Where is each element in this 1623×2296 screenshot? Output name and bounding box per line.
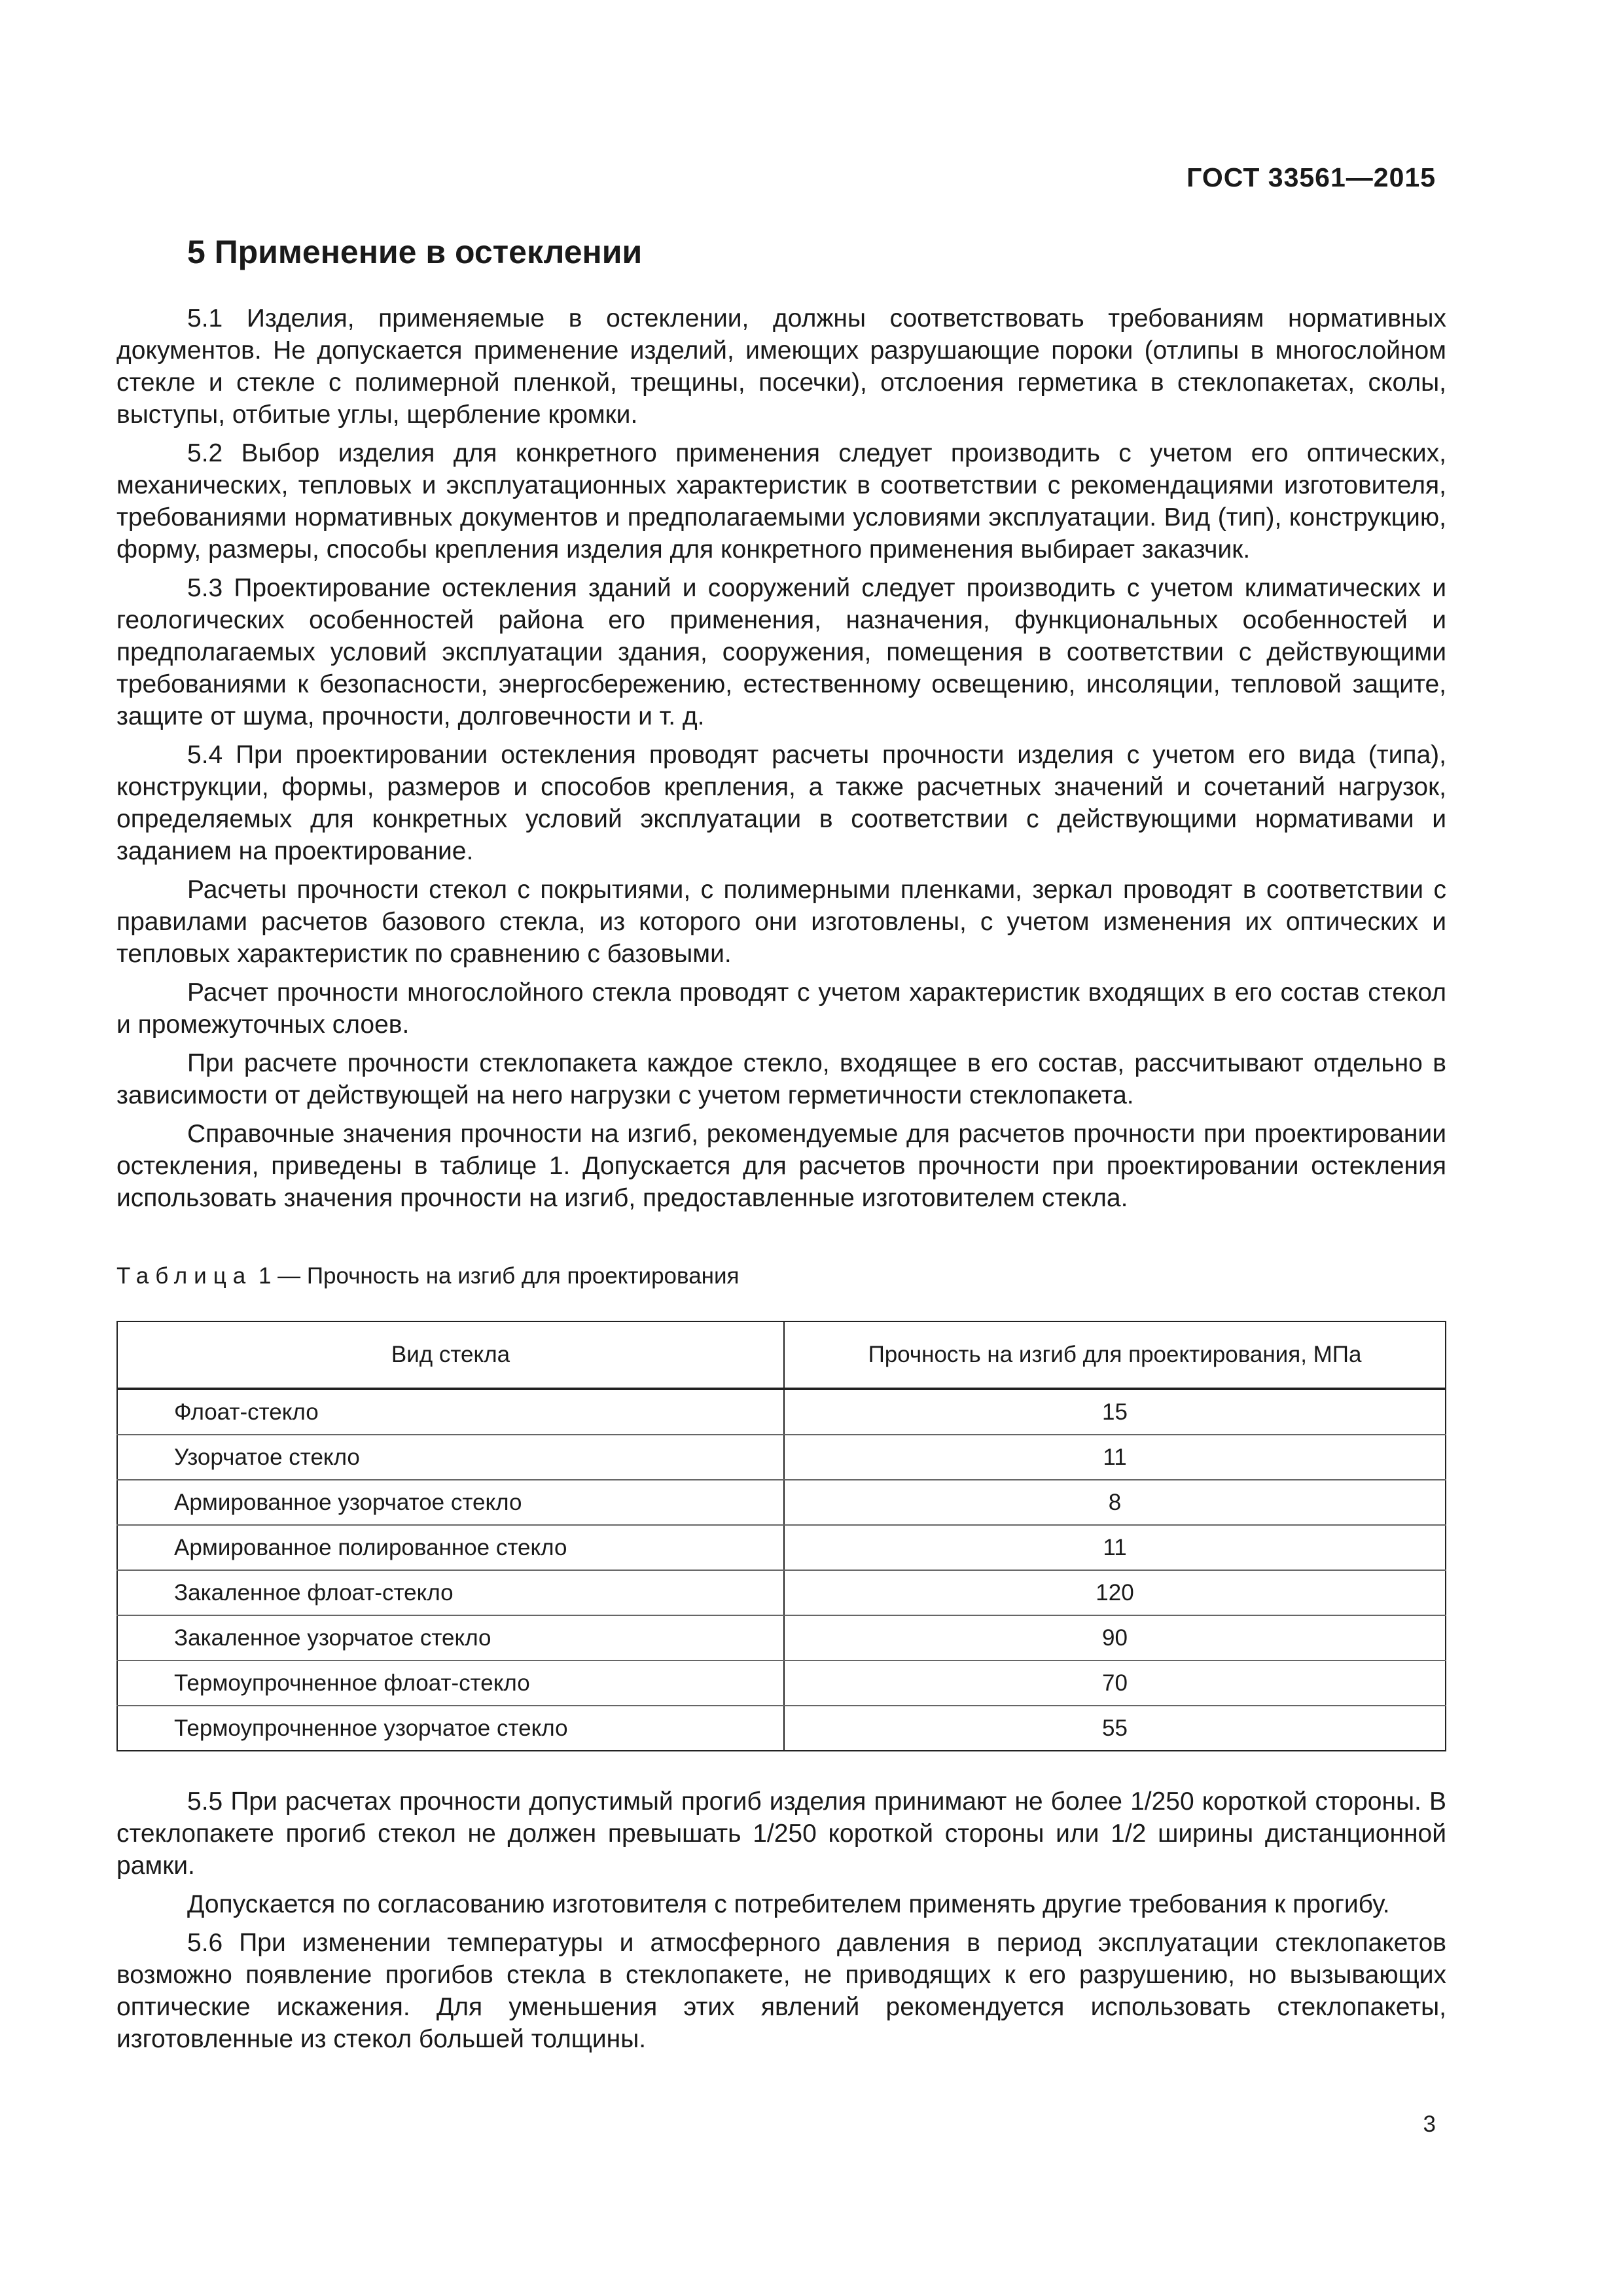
table-row: [117, 1435, 1446, 1480]
table-row: [117, 1660, 1446, 1706]
paragraph-5-5: 5.5 При расчетах прочности допустимый прогиб изделия принимают не более 1/250 короткой стороны. В стеклопакете прогиб стекол не должен превышать 1/250 короткой стороны или 1/2 ширины дистанционной рамки.: [116, 1787, 1446, 1880]
section-text-before-table: [116, 302, 1446, 1221]
glass-type-cell: Закаленное узорчатое стекло: [117, 1615, 784, 1660]
header-glass-type: Вид стекла: [117, 1321, 784, 1389]
strength-value-cell: 15: [784, 1389, 1446, 1435]
strength-value-cell: 55: [784, 1706, 1446, 1751]
table-header-row: [117, 1321, 1446, 1389]
table-row: [117, 1615, 1446, 1660]
paragraph-5-4: 5.4 При проектировании остекления проводят расчеты прочности изделия с учетом его вида (типа), конструкции, формы, размеров и способов крепления, а также расчетных значений и сочетаний нагрузок, определяемых для конкретных условий эксплуатации в соответствии с действующими нормативами и заданием на проектирование.: [116, 741, 1446, 865]
paragraph-laminated-glass: Расчет прочности многослойного стекла проводят с учетом характеристик входящих в его состав стекол и промежуточных слоев.: [116, 978, 1446, 1039]
page-number: 3: [1423, 2111, 1436, 2137]
table-row: [117, 1570, 1446, 1615]
glass-type-cell: Термоупрочненное узорчатое стекло: [117, 1706, 784, 1751]
strength-value-cell: 90: [784, 1615, 1446, 1660]
strength-value-cell: 70: [784, 1660, 1446, 1706]
strength-table: [116, 1321, 1446, 1751]
glass-type-cell: Армированное полированное стекло: [117, 1525, 784, 1570]
header-strength: Прочность на изгиб для проектирования, МПа: [784, 1321, 1446, 1389]
glass-type-cell: Флоат-стекло: [117, 1389, 784, 1435]
strength-value-cell: 11: [784, 1435, 1446, 1480]
glass-type-cell: Закаленное флоат-стекло: [117, 1570, 784, 1615]
strength-value-cell: 11: [784, 1525, 1446, 1570]
paragraph-5-6: 5.6 При изменении температуры и атмосферного давления в период эксплуатации стеклопакетов возможно появление прогибов стекла в стеклопакете, не приводящих к его разрушению, но вызывающих оптические искажения. Для уменьшения этих явлений рекомендуется использовать стеклопакеты, изготовленные из стекол большей толщины.: [116, 1929, 1446, 2053]
table-row: [117, 1706, 1446, 1751]
paragraph-deflection-agreement: Допускается по согласованию изготовителя с потребителем применять другие требования к прогибу.: [187, 1890, 1390, 1918]
table-caption: [116, 1263, 740, 1289]
strength-value-cell: 8: [784, 1480, 1446, 1525]
glass-type-cell: Армированное узорчатое стекло: [117, 1480, 784, 1525]
table-row: [117, 1525, 1446, 1570]
table-row: [117, 1389, 1446, 1435]
table-caption-label: Таблица: [116, 1263, 253, 1289]
glass-type-cell: Термоупрочненное флоат-стекло: [117, 1660, 784, 1706]
table-caption-text: 1 — Прочность на изгиб для проектирования: [258, 1263, 740, 1289]
paragraph-reference-values: Справочные значения прочности на изгиб, рекомендуемые для расчетов прочности при проектировании остекления, приведены в таблице 1. Допускается для расчетов прочности при проектировании остекления использовать значения прочности на изгиб, предоставленные изготовителем стекла.: [116, 1120, 1446, 1212]
glass-type-cell: Узорчатое стекло: [117, 1435, 784, 1480]
strength-value-cell: 120: [784, 1570, 1446, 1615]
paragraph-coated-glass: Расчеты прочности стекол с покрытиями, с полимерными пленками, зеркал проводят в соответствии с правилами расчетов базового стекла, из которого они изготовлены, с учетом изменения их оптических и тепловых характеристик по сравнению с базовыми.: [116, 876, 1446, 968]
paragraph-glass-unit: При расчете прочности стеклопакета каждое стекло, входящее в его состав, рассчитывают отдельно в зависимости от действующей на него нагрузки с учетом герметичности стеклопакета.: [116, 1049, 1446, 1109]
paragraph-5-1: 5.1 Изделия, применяемые в остеклении, должны соответствовать требованиям нормативных документов. Не допускается применение изделий, имеющих разрушающие пороки (отлипы в многослойном стекле и стекле с полимерной пленкой, трещины, посечки), отслоения герметика в стеклопакетах, сколы, выступы, отбитые углы, щербление кромки.: [116, 304, 1446, 429]
standard-designation: ГОСТ 33561—2015: [1186, 162, 1436, 192]
section-text-after-table: [116, 1785, 1446, 2062]
paragraph-5-3: 5.3 Проектирование остекления зданий и сооружений следует производить с учетом климатических и геологических особенностей района его применения, назначения, функциональных особенностей и предполагаемых условий эксплуатации здания, сооружения, помещения в соответствии с действующими требованиями к безопасности, энергосбережению, естественному освещению, инсоляции, тепловой защите, защите от шума, прочности, долговечности и т. д.: [116, 574, 1446, 730]
table-row: [117, 1480, 1446, 1525]
paragraph-5-2: 5.2 Выбор изделия для конкретного применения следует производить с учетом его оптических, механических, тепловых и эксплуатационных характеристик в соответствии с рекомендациями изготовителя, требованиями нормативных документов и предполагаемыми условиями эксплуатации. Вид (тип), конструкцию, форму, размеры, способы крепления изделия для конкретного применения выбирает заказчик.: [116, 439, 1446, 564]
section-title: 5 Применение в остеклении: [187, 234, 643, 270]
